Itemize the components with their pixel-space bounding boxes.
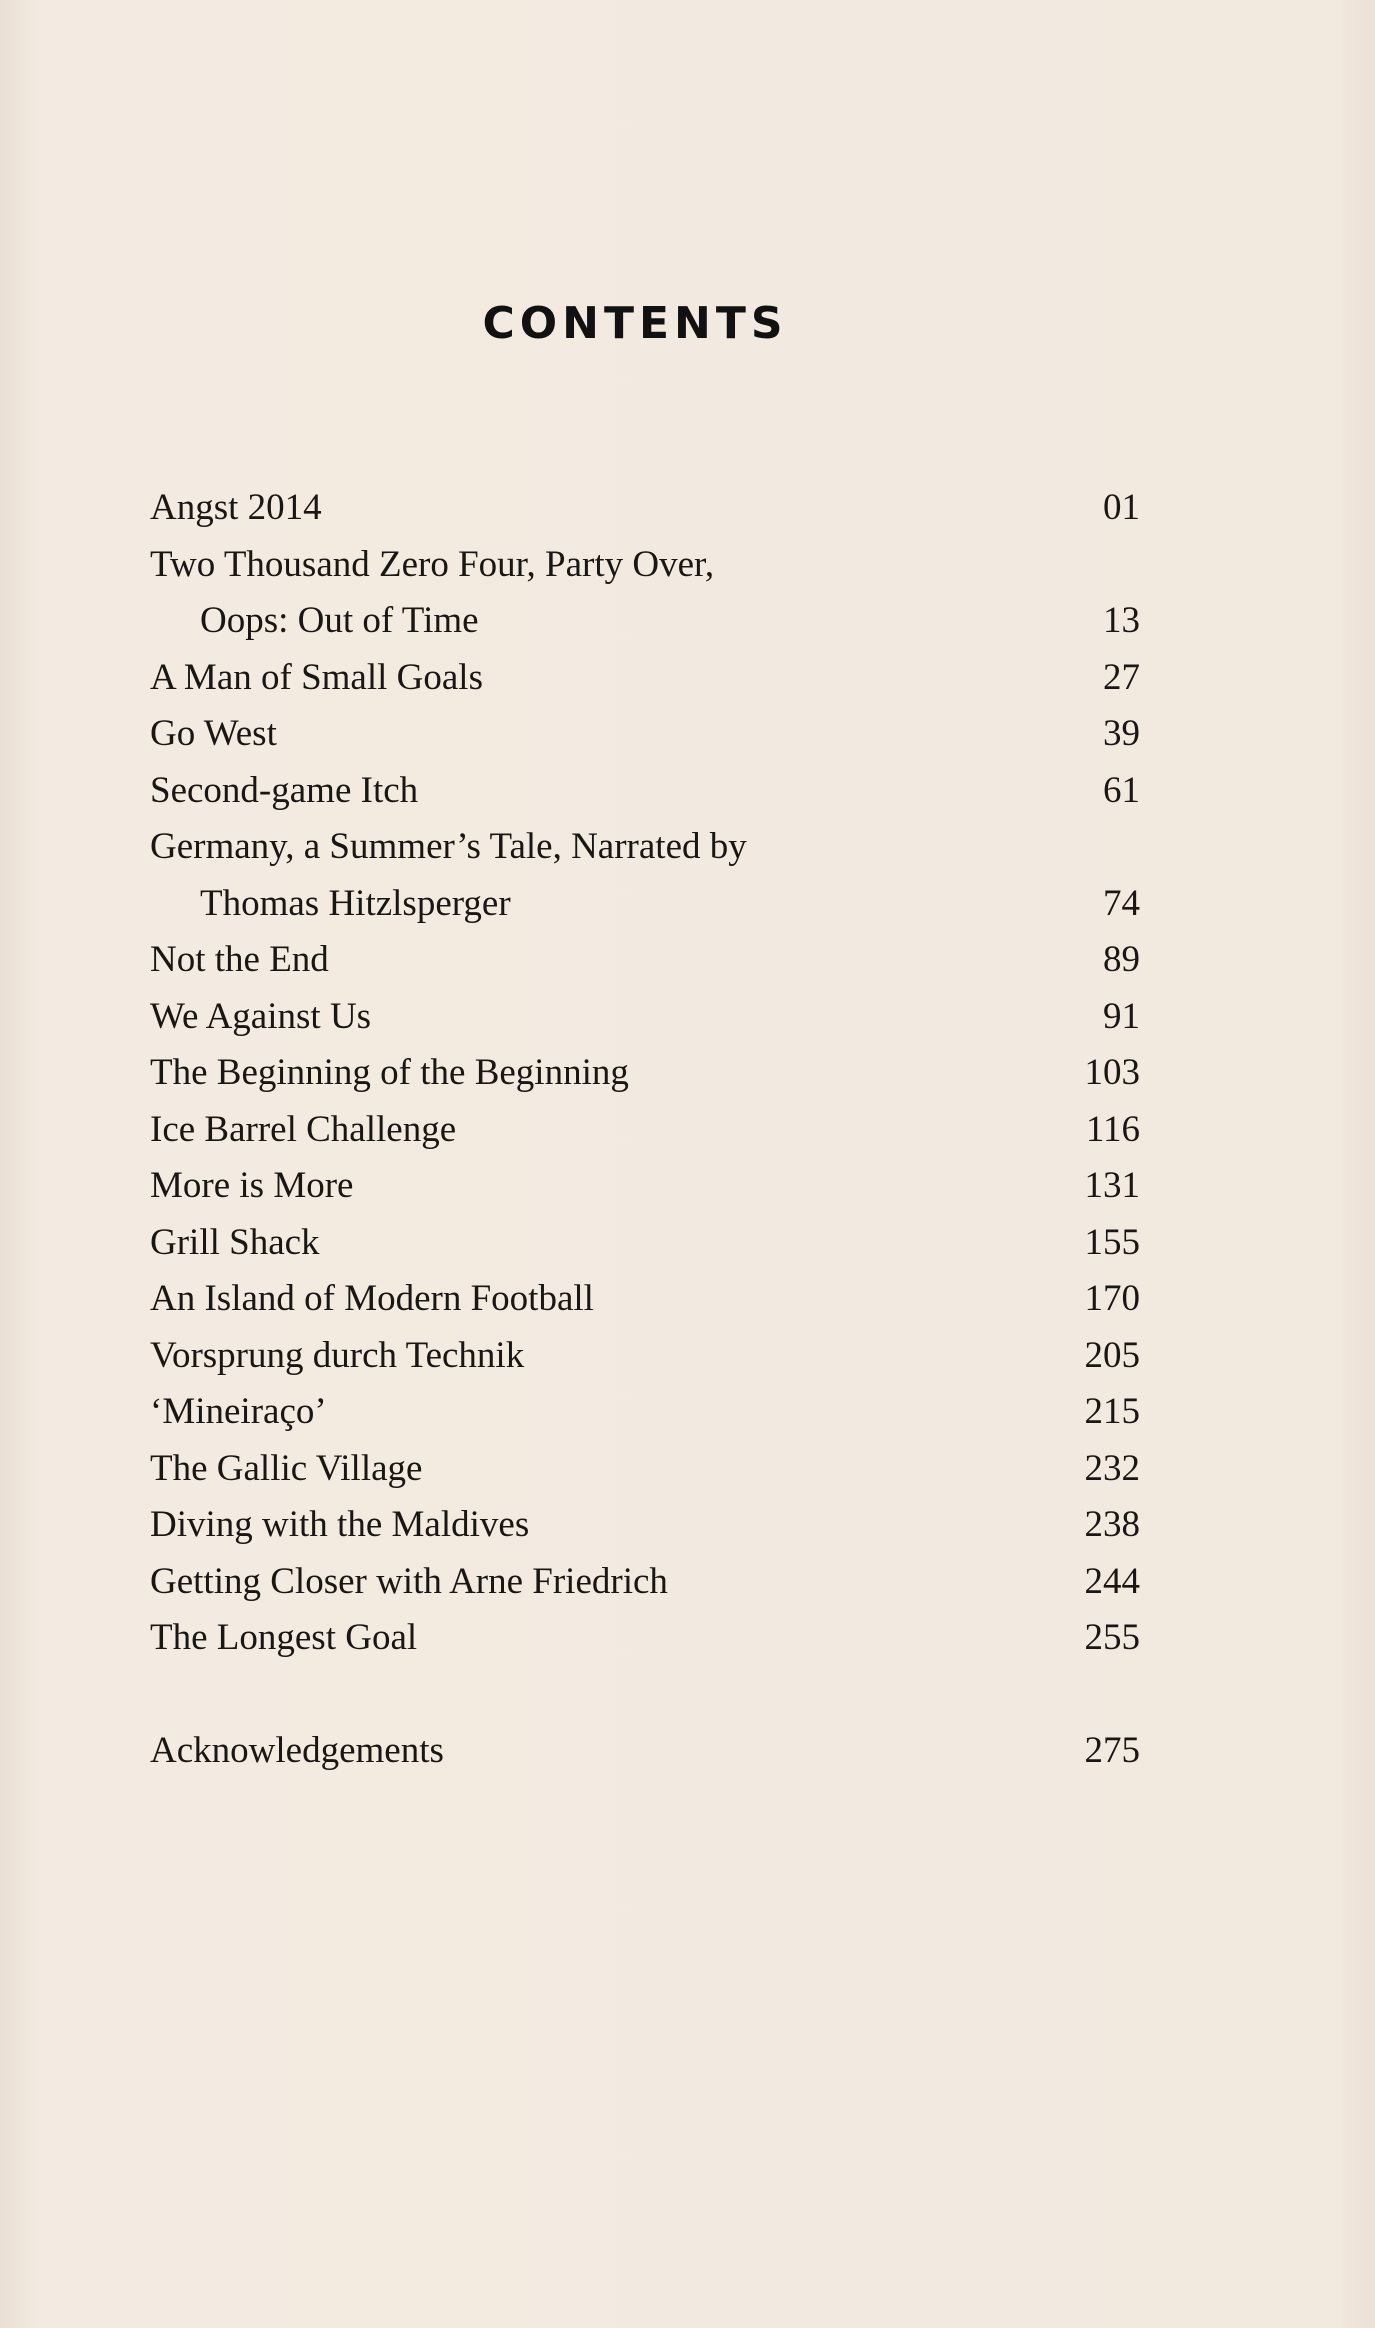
toc-entry-title: Two Thousand Zero Four, Party Over, xyxy=(150,543,715,585)
toc-entry-title: Diving with the Maldives xyxy=(150,1504,530,1545)
toc-entry-title: Acknowledgements xyxy=(150,1729,444,1771)
spacer xyxy=(150,1667,1140,1723)
toc-entry-title: Grill Shack xyxy=(150,1221,320,1263)
toc-entry-title: Not the End xyxy=(150,939,329,980)
toc-entry-page: 155 xyxy=(1084,1221,1140,1263)
toc-entry-title: Vorsprung durch Technik xyxy=(150,1334,525,1376)
toc-entry-title: A Man of Small Goals xyxy=(150,656,483,698)
page-title: CONTENTS xyxy=(482,298,788,349)
toc-entry xyxy=(150,593,1140,650)
toc-entry xyxy=(150,1441,1140,1498)
toc-entry-page: 205 xyxy=(1084,1334,1140,1376)
toc-entry-title: Thomas Hitzlsperger xyxy=(200,882,511,924)
toc-entry-page: 232 xyxy=(1084,1447,1140,1489)
toc-entry-page: 91 xyxy=(1103,995,1140,1037)
toc-entry-title: Getting Closer with Arne Friedrich xyxy=(150,1560,668,1602)
toc-entry-title: We Against Us xyxy=(150,995,372,1037)
toc-entry-title: More is More xyxy=(150,1165,354,1206)
toc-entry xyxy=(150,1215,1140,1272)
toc-entry-page: 131 xyxy=(1084,1165,1140,1206)
toc-entry xyxy=(150,763,1140,820)
toc-entry xyxy=(150,1610,1140,1667)
toc-entry-title: Ice Barrel Challenge xyxy=(150,1108,457,1150)
toc-entry-title: The Beginning of the Beginning xyxy=(150,1052,629,1093)
toc-entry xyxy=(150,537,1140,594)
toc-entry-page: 103 xyxy=(1084,1052,1140,1093)
toc-entry-page: 244 xyxy=(1084,1560,1140,1602)
toc-entry xyxy=(150,1497,1140,1554)
toc-entry xyxy=(150,989,1140,1046)
toc-entry xyxy=(150,1328,1140,1385)
toc-entry-title: Germany, a Summer’s Tale, Narrated by xyxy=(150,826,747,867)
toc-entry-page: 27 xyxy=(1103,656,1140,698)
toc-entry xyxy=(150,1271,1140,1328)
toc-entry-page: 170 xyxy=(1084,1278,1140,1319)
toc-entry xyxy=(150,1102,1140,1159)
toc-entry-title: Oops: Out of Time xyxy=(200,600,479,641)
toc-entry xyxy=(150,1723,1140,1780)
toc-entry xyxy=(150,1384,1140,1441)
toc-entry-title: An Island of Modern Football xyxy=(150,1278,594,1319)
toc-entry-page: 13 xyxy=(1103,600,1140,641)
toc-entry-title: Second-game Itch xyxy=(150,769,419,811)
toc-entry-title: ‘Mineiraço’ xyxy=(150,1391,327,1432)
toc-entry-page: 61 xyxy=(1103,769,1140,811)
toc-entry-page: 215 xyxy=(1084,1391,1140,1432)
toc-entry-page: 89 xyxy=(1103,939,1140,980)
toc-entry xyxy=(150,706,1140,763)
toc-entry-title: Go West xyxy=(150,713,277,754)
toc-entry xyxy=(150,932,1140,989)
toc-entry-page: 74 xyxy=(1103,882,1140,924)
toc-entry-page: 275 xyxy=(1084,1729,1140,1771)
toc-entry-title: The Longest Goal xyxy=(150,1617,418,1658)
toc-entry xyxy=(150,1045,1140,1102)
toc-entry-title: Angst 2014 xyxy=(150,487,322,528)
toc-entry-page: 116 xyxy=(1085,1108,1140,1150)
toc-entry xyxy=(150,1554,1140,1611)
toc-entry xyxy=(150,650,1140,707)
toc-entry-page: 238 xyxy=(1084,1504,1140,1545)
toc-entry xyxy=(150,819,1140,876)
toc-entry-page: 255 xyxy=(1084,1617,1140,1658)
table-of-contents xyxy=(150,480,1140,1779)
toc-entry-title: The Gallic Village xyxy=(150,1447,423,1489)
toc-entry xyxy=(150,480,1140,537)
toc-entry xyxy=(150,1158,1140,1215)
toc-entry-page: 01 xyxy=(1103,487,1140,528)
toc-entry xyxy=(150,876,1140,933)
toc-entry-page: 39 xyxy=(1103,713,1140,754)
